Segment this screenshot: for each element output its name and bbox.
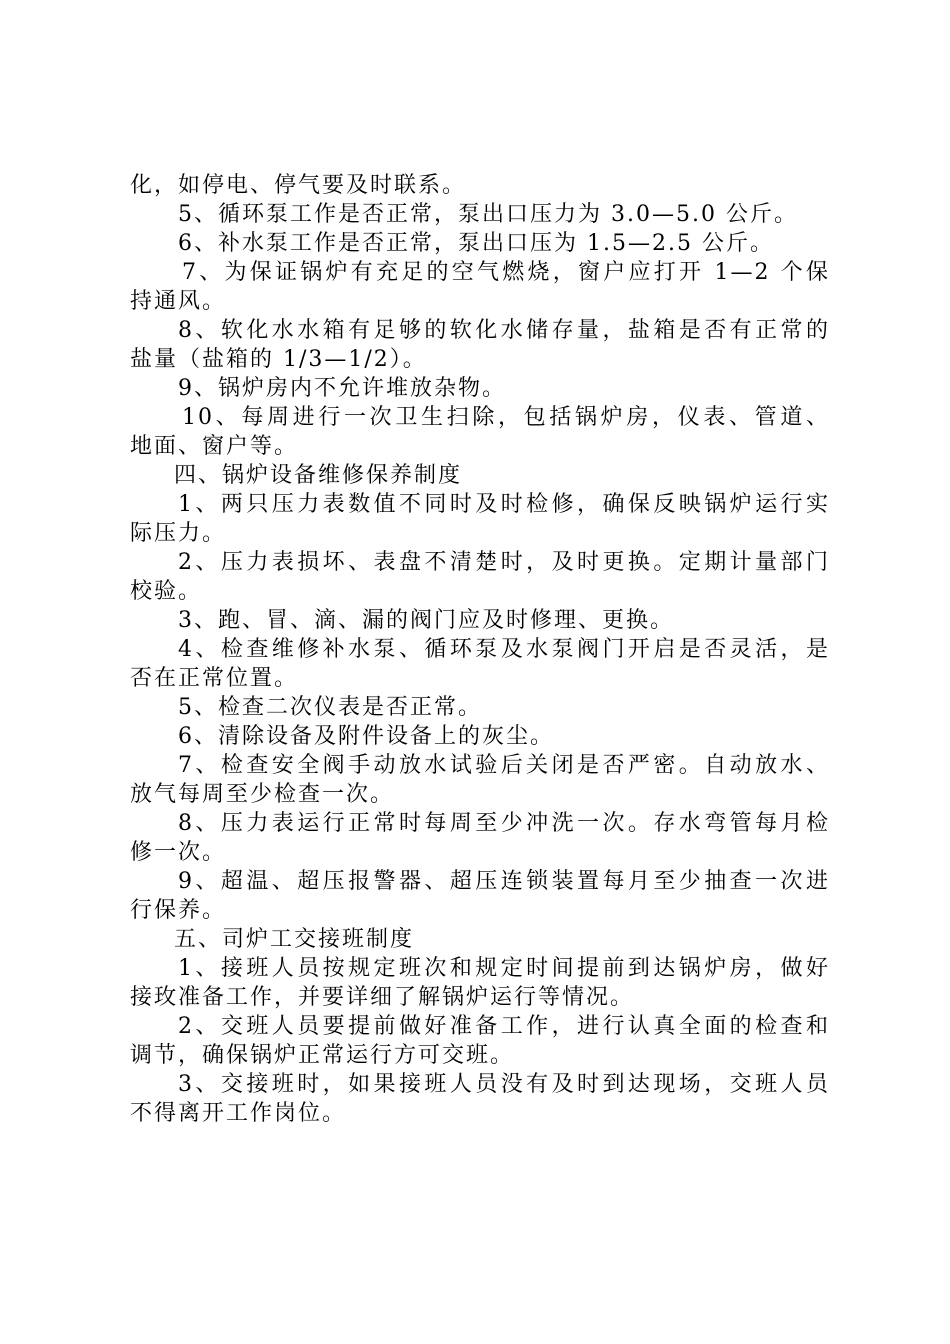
text-line: 5、循环泵工作是否正常，泵出口压力为 3.0—5.0 公斤。 — [178, 202, 798, 227]
text-line: 6、补水泵工作是否正常，泵出口压为 1.5—2.5 公斤。 — [178, 231, 774, 256]
text-line: 4、检查维修补水泵、循环泵及水泵阀门开启是否灵活，是 — [178, 637, 830, 662]
text-line: 校验。 — [130, 579, 203, 604]
text-line: 际压力。 — [130, 521, 227, 546]
text-line: 2、交班人员要提前做好准备工作，进行认真全面的检查和 — [178, 1014, 830, 1039]
text-line: 修一次。 — [130, 840, 227, 865]
text-line: 1、接班人员按规定班次和规定时间提前到达锅炉房，做好 — [178, 956, 830, 981]
section-heading: 四、锅炉设备维修保养制度 — [174, 463, 463, 488]
text-line: 否在正常位置。 — [130, 666, 299, 691]
text-line: 8、软化水水箱有足够的软化水储存量，盐箱是否有正常的 — [178, 318, 830, 343]
text-line: 持通风。 — [130, 289, 227, 314]
text-line: 5、检查二次仪表是否正常。 — [178, 695, 482, 720]
text-line: 1、两只压力表数值不同时及时检修，确保反映锅炉运行实 — [178, 492, 830, 517]
text-line: 9、超温、超压报警器、超压连锁装置每月至少抽查一次进 — [178, 869, 830, 894]
text-line: 8、压力表运行正常时每周至少冲洗一次。存水弯管每月检 — [178, 811, 830, 836]
text-line: 行保养。 — [130, 898, 227, 923]
section-heading: 五、司炉工交接班制度 — [174, 927, 415, 952]
text-line: 调节，确保锅炉正常运行方可交班。 — [130, 1043, 515, 1068]
text-line: 化，如停电、停气要及时联系。 — [130, 173, 467, 198]
text-line: 地面、窗户等。 — [130, 434, 299, 459]
text-line: 10、每周进行一次卫生扫除，包括锅炉房，仪表、管道、 — [182, 405, 830, 430]
text-line: 7、检查安全阀手动放水试验后关闭是否严密。自动放水、 — [178, 753, 830, 778]
text-line: 6、清除设备及附件设备上的灰尘。 — [178, 724, 554, 749]
text-line: 不得离开工作岗位。 — [130, 1101, 347, 1126]
text-line: 3、跑、冒、滴、漏的阀门应及时修理、更换。 — [178, 608, 674, 633]
text-line: 7、为保证锅炉有充足的空气燃烧，窗户应打开 1—2 个保 — [182, 260, 830, 285]
text-line: 放气每周至少检查一次。 — [130, 782, 395, 807]
text-line: 2、压力表损坏、表盘不清楚时，及时更换。定期计量部门 — [178, 550, 830, 575]
text-line: 3、交接班时，如果接班人员没有及时到达现场，交班人员 — [178, 1072, 830, 1097]
text-line: 9、锅炉房内不允许堆放杂物。 — [178, 376, 506, 401]
text-line: 接玫准备工作，并要详细了解锅炉运行等情况。 — [130, 985, 635, 1010]
document-body — [130, 171, 830, 1128]
text-line: 盐量（盐箱的 1/3—1/2）。 — [130, 347, 427, 372]
